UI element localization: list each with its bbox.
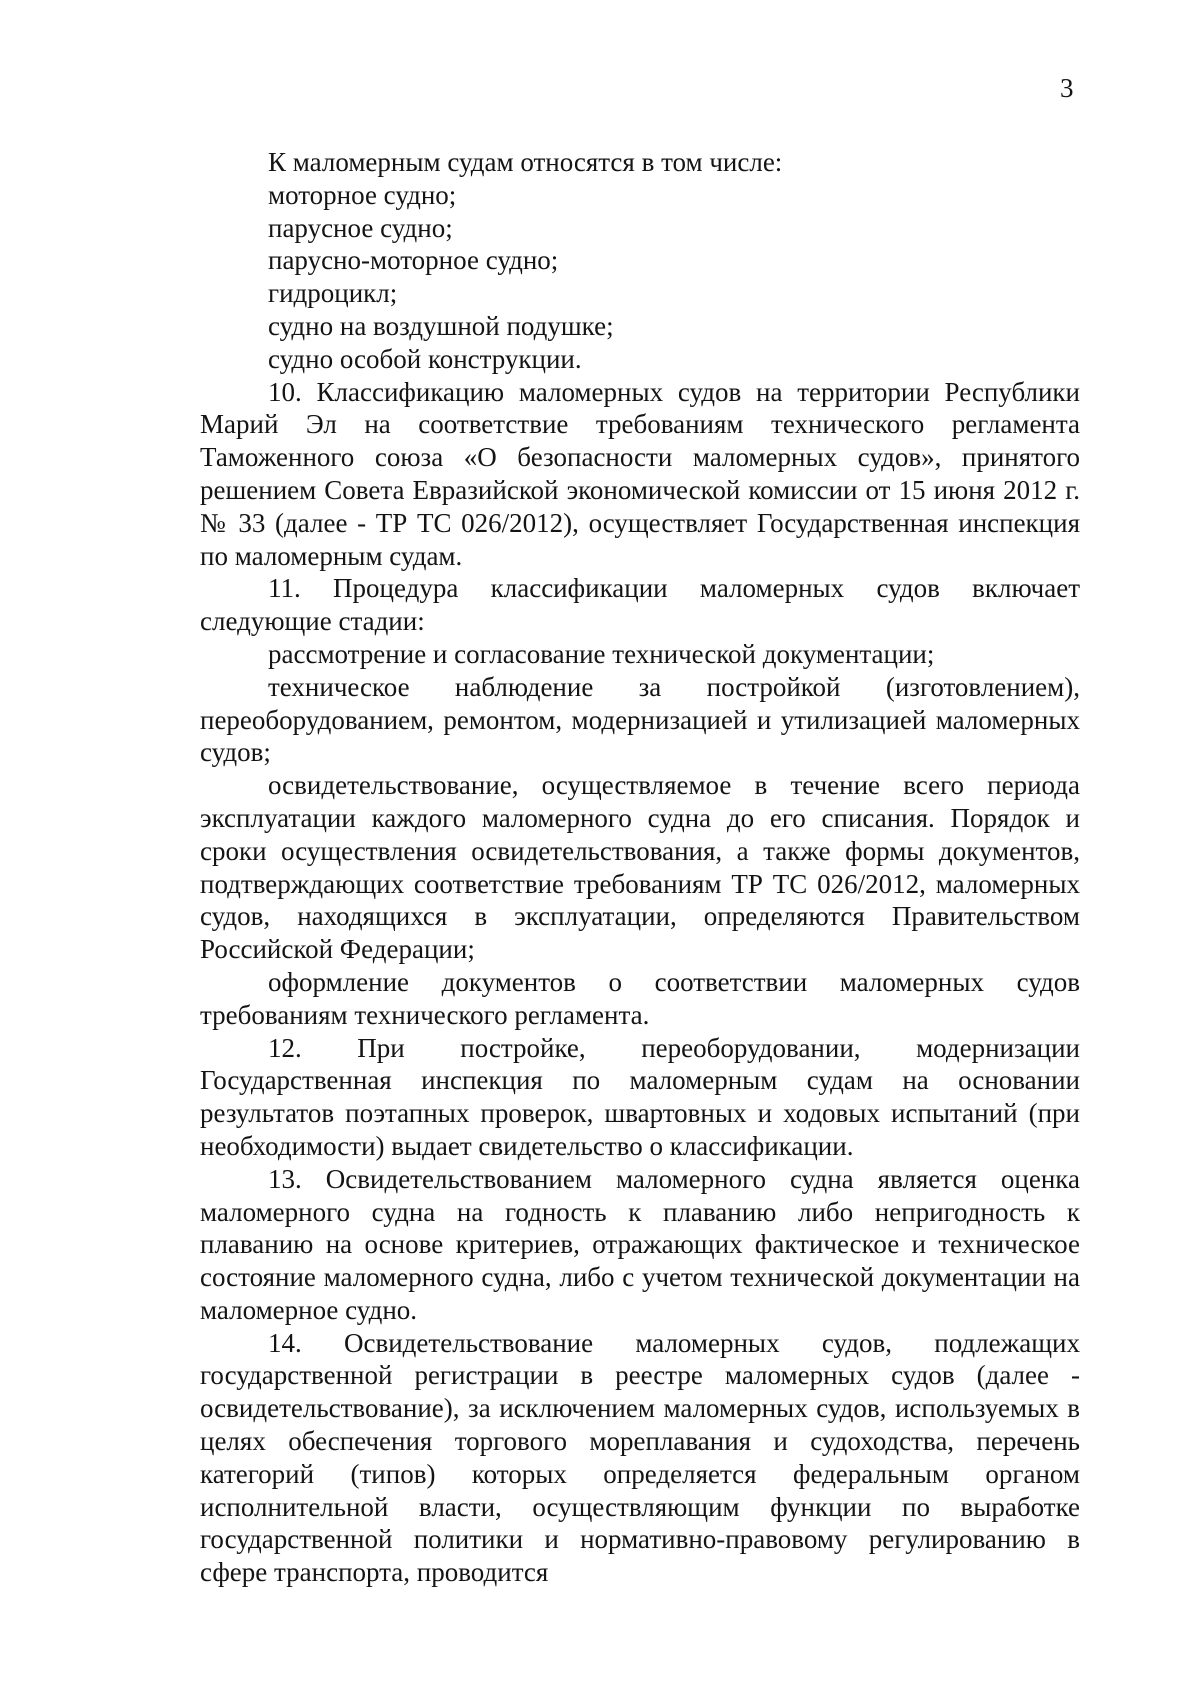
- paragraph-10-classification: 10. Классификацию маломерных судов на территории Республики Марий Эл на соответствие требованиям технического регламента Таможенного союза «О безопасности маломерных судов», принятого решением Совета Евразийской экономической комиссии от 15 июня 2012 г. № 33 (далее - ТР ТС 026/2012), осуществляет Государственная инспекция по маломерным судам.: [200, 376, 1080, 571]
- stage-technical-supervision: техническое наблюдение за постройкой (изготовлением), переоборудованием, ремонтом, модернизацией и утилизацией маломерных судов;: [200, 671, 1080, 768]
- document-body: [200, 146, 1080, 1589]
- list-intro: К маломерным судам относятся в том числе:: [268, 147, 783, 177]
- stage-survey: освидетельствование, осуществляемое в течение всего периода эксплуатации каждого маломерного судна до его списания. Порядок и сроки осуществления освидетельствования, а также формы документов, подтверждающих соответствие требованиям ТР ТС 026/2012, маломерных судов, находящихся в эксплуатации, определяются Правительством Российской Федерации;: [200, 770, 1080, 965]
- vessel-type-item: судно особой конструкции.: [268, 343, 582, 374]
- stage-document-issuance: оформление документов о соответствии маломерных судов требованиям технического регламента.: [200, 966, 1080, 1030]
- vessel-type-item: парусное судно;: [268, 212, 453, 243]
- vessel-type-item: судно на воздушной подушке;: [268, 310, 614, 341]
- vessel-type-item: гидроцикл;: [268, 278, 398, 309]
- vessel-type-item: парусно-моторное судно;: [268, 245, 559, 276]
- paragraph-12-certificate: 12. При постройке, переоборудовании, модернизации Государственная инспекция по маломерным судам на основании результатов поэтапных проверок, швартовных и ходовых испытаний (при необходимости) выдает свидетельство о классификации.: [200, 1032, 1080, 1161]
- page-number: 3: [1060, 73, 1074, 103]
- paragraph-13-survey-definition: 13. Освидетельствованием маломерного судна является оценка маломерного судна на годность к плаванию либо непригодность к плаванию на основе критериев, отражающих фактическое и техническое состояние маломерного судна, либо с учетом технической документации на маломерное судно.: [200, 1163, 1080, 1325]
- paragraph-11-procedure: 11. Процедура классификации маломерных судов включает следующие стадии:: [200, 573, 1080, 637]
- vessel-type-list: [200, 179, 1080, 376]
- vessel-type-item: моторное судно;: [268, 179, 457, 210]
- stage-documentation-review: рассмотрение и согласование технической документации;: [268, 638, 935, 669]
- paragraph-14-survey-scope: 14. Освидетельствование маломерных судов, подлежащих государственной регистрации в реестре маломерных судов (далее - освидетельствование), за исключением маломерных судов, используемых в целях обеспечения торгового мореплавания и судоходства, перечень категорий (типов) которых определяется федеральным органом исполнительной власти, осуществляющим функции по выработке государственной политики и нормативно-правовому регулированию в сфере транспорта, проводится: [200, 1327, 1080, 1588]
